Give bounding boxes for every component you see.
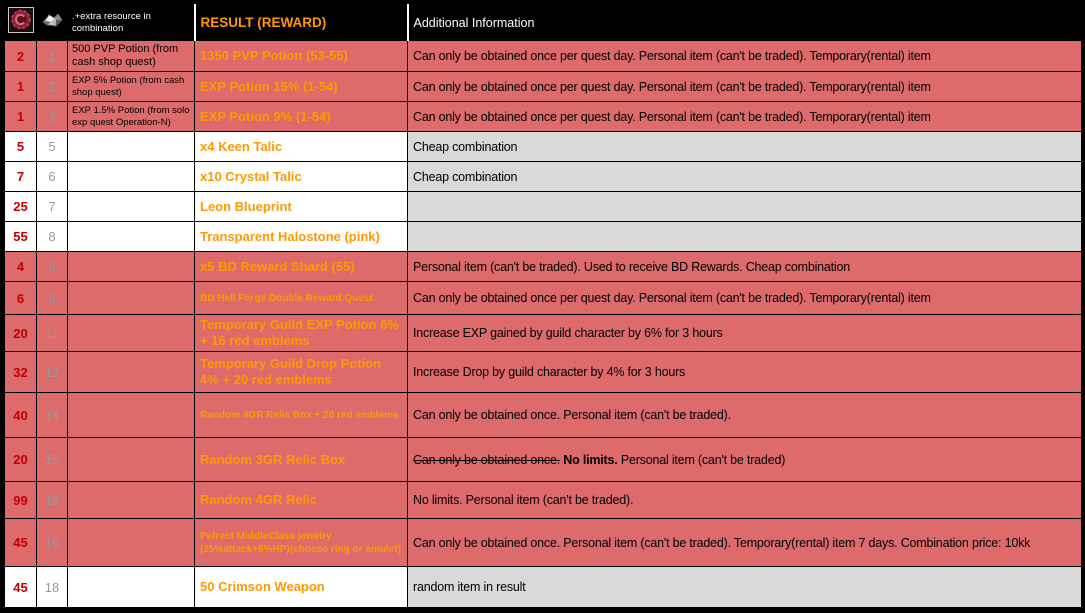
crimson-cost-cell: 1	[5, 102, 37, 132]
gem-cost-cell: 18	[37, 567, 68, 608]
extra-resource-cell	[68, 482, 195, 519]
additional-info-cell: Can only be obtained once per quest day. Personal item (can't be traded). Temporary(rental) item	[408, 282, 1082, 315]
gem-cost-cell: 7	[37, 192, 68, 222]
crimson-cost-cell: 20	[5, 315, 37, 352]
gem-cost-cell: 2	[37, 72, 68, 102]
result-reward-cell: Pefrect MiddleClass jewelry (25%attack+6%HP)(choose ring or amulet)	[195, 519, 408, 567]
result-reward-cell: x5 BD Reward Shard (55)	[195, 252, 408, 282]
extra-resource-cell	[68, 519, 195, 567]
result-reward-cell: Temporary Guild EXP Potion 6% + 16 red emblems	[195, 315, 408, 352]
extra-resource-cell	[68, 438, 195, 482]
result-reward-cell: Random 4GR Relic	[195, 482, 408, 519]
extra-resource-header	[68, 5, 195, 41]
extra-resource-cell	[68, 222, 195, 252]
result-reward-cell: Random 3GR Relic Box	[195, 438, 408, 482]
result-reward-cell: Temporary Guild Drop Potion 4% + 20 red emblems	[195, 352, 408, 393]
result-reward-cell: EXP Potion 15% (1-54)	[195, 72, 408, 102]
info-header-label: Additional Information	[413, 15, 535, 30]
crimson-cost-cell: 6	[5, 282, 37, 315]
reward-combination-table	[4, 4, 1082, 608]
additional-info-cell: Can only be obtained once per quest day. Personal item (can't be traded). Temporary(rental) item	[408, 41, 1082, 72]
crimson-cost-cell: 32	[5, 352, 37, 393]
additional-info-cell	[408, 192, 1082, 222]
additional-info-cell: Cheap combination	[408, 162, 1082, 192]
additional-info-cell: Can only be obtained once per quest day. Personal item (can't be traded). Temporary(rental) item	[408, 72, 1082, 102]
extra-resource-cell	[68, 192, 195, 222]
result-reward-cell: x10 Crystal Talic	[195, 162, 408, 192]
additional-info-cell: No limits. Personal item (can't be traded).	[408, 482, 1082, 519]
extra-resource-header-label: .+extra resource in combination	[72, 11, 151, 34]
gem-cost-cell: 12	[37, 352, 68, 393]
table-row	[5, 72, 1082, 102]
additional-info-cell	[408, 438, 1082, 482]
crimson-cost-cell: 4	[5, 252, 37, 282]
info-segment: No limits.	[563, 452, 618, 467]
extra-resource-cell	[68, 567, 195, 608]
result-reward-cell: 50 Crimson Weapon	[195, 567, 408, 608]
extra-resource-cell	[68, 315, 195, 352]
result-reward-cell: Leon Blueprint	[195, 192, 408, 222]
table-row	[5, 252, 1082, 282]
gem-cost-cell: 11	[37, 315, 68, 352]
table-row	[5, 438, 1082, 482]
result-reward-cell: 1350 PVP Potion (53-55)	[195, 41, 408, 72]
table-row	[5, 393, 1082, 438]
crimson-cost-cell: 55	[5, 222, 37, 252]
additional-info-cell: Increase Drop by guild character by 4% for 3 hours	[408, 352, 1082, 393]
gem-cost-cell: 18	[37, 482, 68, 519]
gem-cost-cell: 9	[37, 282, 68, 315]
additional-info-cell: Can only be obtained once. Personal item (can't be traded).	[408, 393, 1082, 438]
table-row	[5, 41, 1082, 72]
crimson-cost-cell: 45	[5, 567, 37, 608]
crimson-cost-cell: 20	[5, 438, 37, 482]
info-segment: Personal item (can't be traded)	[620, 452, 786, 467]
gem-cost-header-cell	[37, 5, 68, 41]
table-row	[5, 482, 1082, 519]
extra-resource-cell	[68, 393, 195, 438]
additional-info-cell: Can only be obtained once per quest day. Personal item (can't be traded). Temporary(rental) item	[408, 102, 1082, 132]
extra-resource-cell	[68, 252, 195, 282]
result-reward-cell: Transparent Halostone (pink)	[195, 222, 408, 252]
gem-cost-cell: 1	[37, 41, 68, 72]
extra-resource-cell: EXP 5% Potion (from cash shop quest)	[68, 72, 195, 102]
crimson-cost-cell: 25	[5, 192, 37, 222]
additional-info-cell: Cheap combination	[408, 132, 1082, 162]
table-row	[5, 352, 1082, 393]
additional-info-cell	[408, 222, 1082, 252]
result-reward-cell: EXP Potion 9% (1-54)	[195, 102, 408, 132]
crimson-cost-cell: 7	[5, 162, 37, 192]
extra-resource-cell: 500 PVP Potion (from cash shop quest)	[68, 41, 195, 72]
crimson-cost-cell: 45	[5, 519, 37, 567]
additional-info-cell: random item in result	[408, 567, 1082, 608]
crimson-cost-cell: 40	[5, 393, 37, 438]
crimson-cost-cell: 1	[5, 72, 37, 102]
header-row	[5, 5, 1082, 41]
crimson-cost-header-cell	[5, 5, 37, 41]
table-row	[5, 162, 1082, 192]
additional-info-cell: Personal item (can't be traded). Used to receive BD Rewards. Cheap combination	[408, 252, 1082, 282]
extra-resource-cell	[68, 352, 195, 393]
extra-resource-cell	[68, 162, 195, 192]
result-reward-cell: BD Hell Forge Double Reward Quest	[195, 282, 408, 315]
result-reward-cell: Random 4GR Relic Box + 20 red emblems	[195, 393, 408, 438]
gem-cost-cell: 9	[37, 252, 68, 282]
gem-cost-cell: 14	[37, 393, 68, 438]
silver-gem-icon	[39, 7, 65, 38]
gem-cost-cell: 5	[37, 132, 68, 162]
gem-cost-cell: 16	[37, 519, 68, 567]
crimson-cost-cell: 99	[5, 482, 37, 519]
additional-info-cell: Increase EXP gained by guild character by 6% for 3 hours	[408, 315, 1082, 352]
crimson-cost-cell: 5	[5, 132, 37, 162]
table-row	[5, 315, 1082, 352]
table-row	[5, 567, 1082, 608]
table-row	[5, 222, 1082, 252]
additional-info-cell: Can only be obtained once. Personal item (can't be traded). Temporary(rental) item 7 days. Combination price: 10kk	[408, 519, 1082, 567]
extra-resource-cell	[68, 132, 195, 162]
gem-cost-cell: 15	[37, 438, 68, 482]
extra-resource-cell	[68, 282, 195, 315]
table-row	[5, 282, 1082, 315]
info-header	[408, 5, 1082, 41]
table-row	[5, 192, 1082, 222]
table-row	[5, 102, 1082, 132]
table-row	[5, 519, 1082, 567]
gem-cost-cell: 3	[37, 102, 68, 132]
table-row	[5, 132, 1082, 162]
gem-cost-cell: 8	[37, 222, 68, 252]
crimson-emblem-icon	[8, 7, 34, 38]
info-segment: Can only be obtained once.	[413, 452, 560, 467]
extra-resource-cell: EXP 1.5% Potion (from solo exp quest Operation-N)	[68, 102, 195, 132]
result-header-label: RESULT (REWARD)	[200, 15, 327, 30]
crimson-cost-cell: 2	[5, 41, 37, 72]
result-reward-cell: x4 Keen Talic	[195, 132, 408, 162]
gem-cost-cell: 6	[37, 162, 68, 192]
result-header	[195, 5, 408, 41]
